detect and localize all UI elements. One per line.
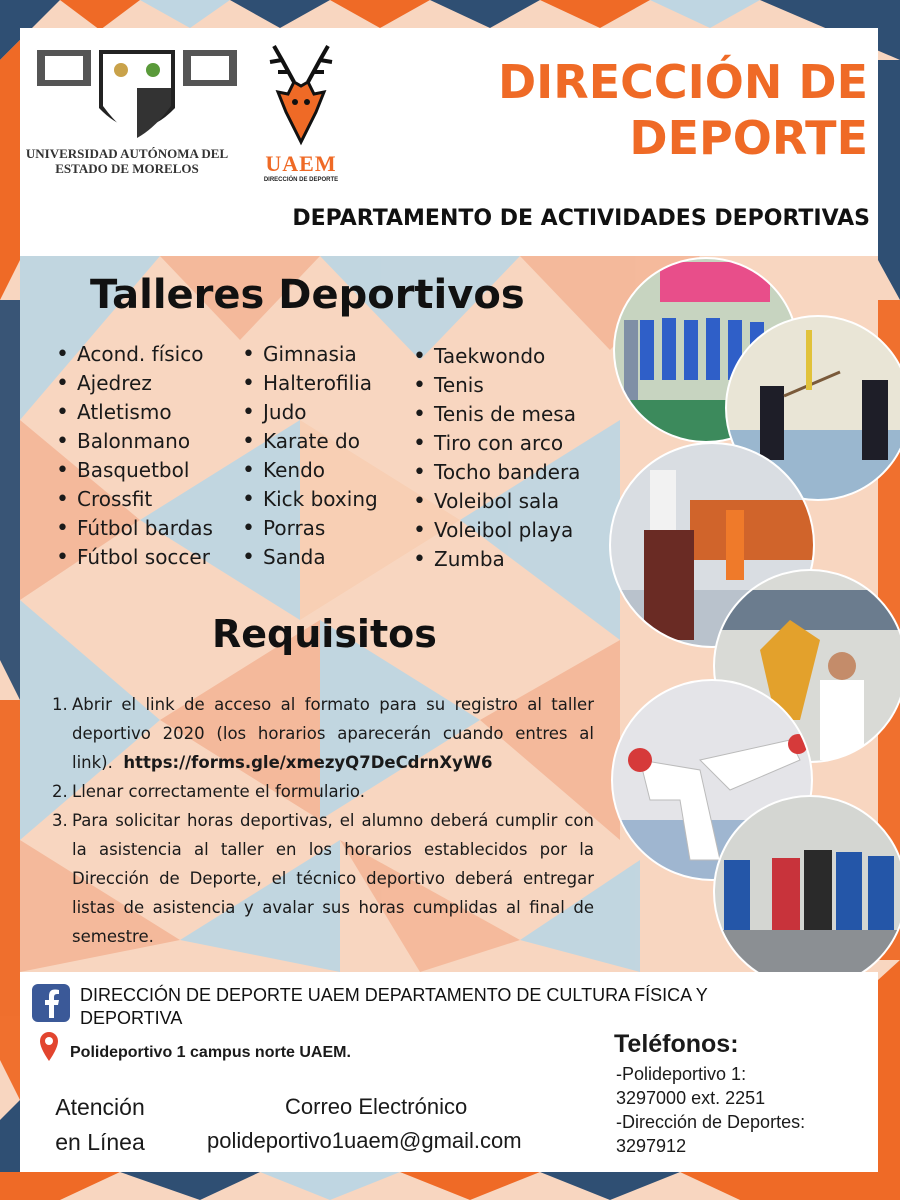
list-item: • Zumba [413,545,580,574]
page-title-line2: DEPORTE [629,111,868,165]
requisitos-heading: Requisitos [212,612,437,656]
requisito-text: Llenar correctamente el formulario. [72,782,365,801]
university-name-line2: ESTADO DE MORELOS [55,161,199,176]
location-text: Polideportivo 1 campus norte UAEM. [70,1044,351,1061]
telefono-number: 3297912 [616,1136,687,1156]
talleres-heading: Talleres Deportivos [90,272,525,318]
telefonos-list [616,1062,876,1158]
registration-form-link[interactable]: https://forms.gle/xmezyQ7DeCdrnXyW6 [123,753,493,772]
list-item: • Fútbol soccer [56,543,213,572]
atencion-en-linea [40,1090,160,1160]
uaem-brand-subtext: DIRECCIÓN DE DEPORTE [263,177,339,183]
list-item: • Kick boxing [242,485,378,514]
list-item: • Taekwondo [413,342,580,371]
telefono-label: -Dirección de Deportes: [616,1112,806,1132]
list-item: • Basquetbol [56,456,213,485]
list-item: • Acond. físico [56,340,213,369]
atencion-line1: Atención [55,1094,145,1120]
telefonos-heading: Teléfonos: [614,1030,739,1058]
list-item: • Judo [242,398,378,427]
list-item: • Tenis [413,371,580,400]
location-pin-icon [38,1030,60,1062]
facebook-page-name[interactable]: DIRECCIÓN DE DEPORTE UAEM DEPARTAMENTO DE CULTURA FÍSICA Y DEPORTIVA [80,985,708,1028]
list-item: • Voleibol sala [413,487,580,516]
department-subtitle: DEPARTAMENTO DE ACTIVIDADES DEPORTIVAS [292,206,870,231]
list-item: • Gimnasia [242,340,378,369]
list-item: • Voleibol playa [413,516,580,545]
uaem-brand-text: UAEM [265,151,337,176]
list-item: • Crossfit [56,485,213,514]
atencion-line2: en Línea [55,1129,145,1155]
requisito-number: 3. [52,811,68,830]
list-item: • Kendo [242,456,378,485]
list-item: • Karate do [242,427,378,456]
list-item: • Halterofilia [242,369,378,398]
requisito-number: 2. [52,782,68,801]
email-address[interactable]: polideportivo1uaem@gmail.com [207,1128,522,1153]
contact-footer [20,972,878,1172]
list-item: • Ajedrez [56,369,213,398]
list-item: • Porras [242,514,378,543]
list-item: • Balonmano [56,427,213,456]
requisito-text: Para solicitar horas deportivas, el alumno deberá cumplir con la asistencia al taller en los horarios establecidos por la Dirección de Deporte, el técnico deportivo deberá entregar listas de asistencia y avalar sus horas cumplidas al final de semestre. [72,811,594,946]
list-item: • Tocho bandera [413,458,580,487]
telefono-number: 3297000 ext. 2251 [616,1088,766,1108]
requisito-number: 1. [52,695,68,714]
list-item: • Tiro con arco [413,429,580,458]
list-item: • Fútbol bardas [56,514,213,543]
list-item: • Atletismo [56,398,213,427]
list-item: • Sanda [242,543,378,572]
facebook-icon[interactable] [32,984,70,1022]
requisito-text-body: Abrir el link de acceso al formato para su registro al taller deportivo 2020 (los horarios aparecerán cuando entres al link). [72,695,594,772]
list-item: • Tenis de mesa [413,400,580,429]
page-title-line1: DIRECCIÓN DE [498,55,868,109]
telefono-label: -Polideportivo 1: [616,1064,747,1084]
university-name-line1: UNIVERSIDAD AUTÓNOMA DEL [25,146,229,161]
email-label: Correo Electrónico [285,1094,468,1119]
